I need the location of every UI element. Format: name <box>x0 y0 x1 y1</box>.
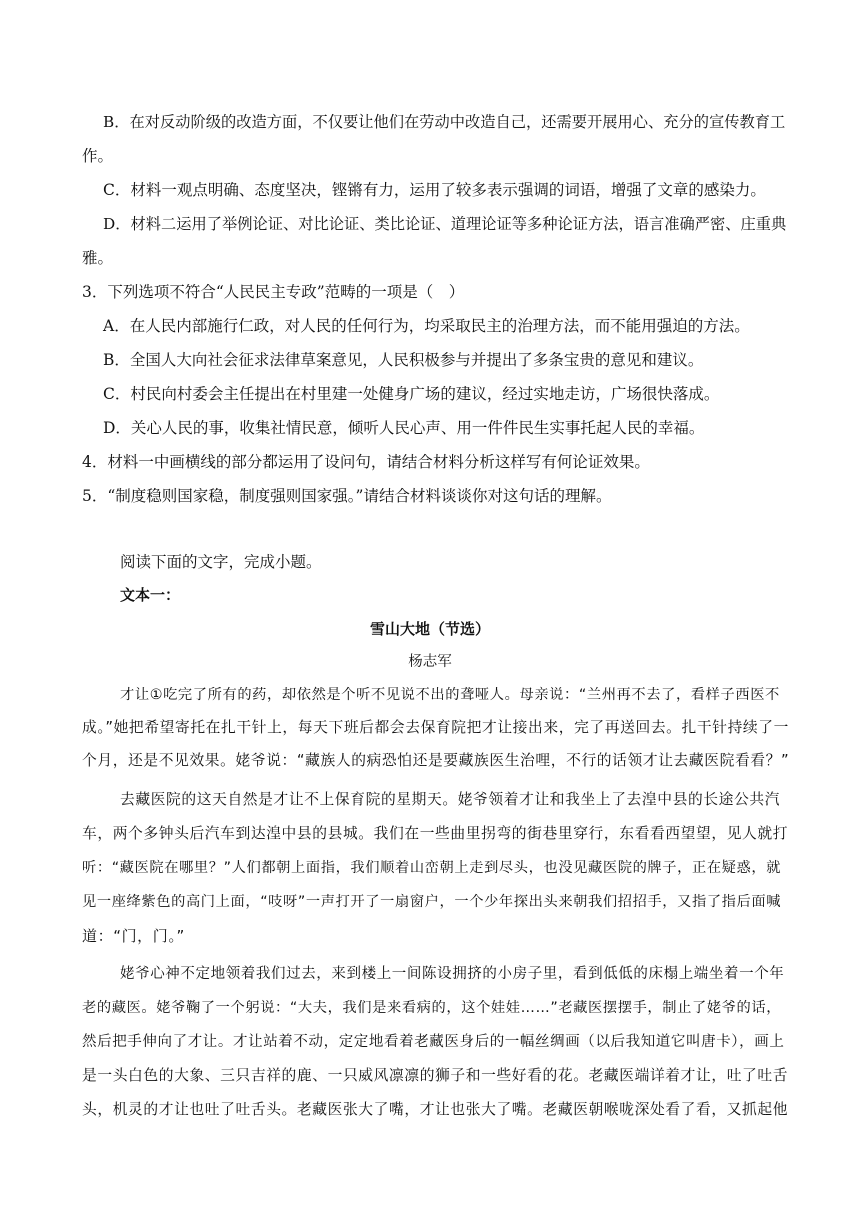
question-4: 4．材料一中画横线的部分都运用了设问句，请结合材料分析这样写有何论证效果。 <box>82 453 650 471</box>
q3-option-c: C．村民向村委会主任提出在村里建一处健身广场的建议，经过实地走访，广场很快落成。 <box>103 385 720 403</box>
question-3-stem: 3．下列选项不符合“人民民主专政”范畴的一项是（ ） <box>82 283 465 301</box>
story-line: 成。”她把希望寄托在扎干针上，每天下班后都会去保育院把才让接出来，完了再送回去。扎干针持续了一 <box>82 719 789 736</box>
option-d-line1: D．材料二运用了举例论证、对比论证、类比论证、道理论证等多种论证方法，语言准确严密、庄重典 <box>103 215 787 233</box>
q3-option-d: D．关心人民的事，收集社情民意，倾听人民心声、用一件件民生实事托起人民的幸福。 <box>103 419 705 437</box>
story-line: 老的藏医。姥爷鞠了一个躬说：“大夫，我们是来看病的，这个娃娃……”老藏医摆摆手，制止了姥爷的话， <box>82 1000 782 1016</box>
question-5: 5．“制度稳则国家稳，制度强则国家强。”请结合材料谈谈你对这句话的理解。 <box>82 487 612 505</box>
q3-option-a: A．在人民内部施行仁政，对人民的任何行为，均采取民主的治理方法，而不能用强迫的方法。 <box>103 317 750 335</box>
option-d-line2: 雅。 <box>82 249 114 267</box>
text-label: 文本一： <box>120 586 181 604</box>
q3-option-b: B．全国人大向社会征求法律草案意见，人民积极参与并提出了多条宝贵的意见和建议。 <box>103 351 704 369</box>
story-line: 车，两个多钟头后汽车到达湟中县的县城。我们在一些曲里拐弯的街巷里穿行，东看看西望望，见人就打 <box>82 825 789 842</box>
option-c: C．材料一观点明确、态度坚决，铿锵有力，运用了较多表示强调的词语，增强了文章的感染力。 <box>103 181 766 199</box>
reading-intro: 阅读下面的文字，完成小题。 <box>120 553 322 571</box>
story-line: 是一头白色的大象、三只吉祥的鹿、一只威风凛凛的狮子和一些好看的花。老藏医端详着才让，吐了吐舌 <box>82 1067 789 1084</box>
story-line: 姥爷心神不定地领着我们过去，来到楼上一间陈设拥挤的小房子里，看到低低的床榻上端坐着一个年 <box>120 966 785 982</box>
story-line: 头，机灵的才让也吐了吐舌头。老藏医张大了嘴，才让也张大了嘴。老藏医朝喉咙深处看了看，又抓起他 <box>82 1101 789 1118</box>
story-line: 然后把手伸向了才让。才让站着不动，定定地看着老藏医身后的一幅丝绸画（以后我知道它叫唐卡），画上 <box>82 1034 785 1050</box>
story-line: 听：“藏医院在哪里？”人们都朝上面指，我们顺着山峦朝上走到尽头，也没见藏医院的牌子，正在疑惑，就 <box>82 860 782 876</box>
story-title: 雪山大地（节选） <box>369 620 490 638</box>
story-line: 才让①吃完了所有的药，却依然是个听不见说不出的聋哑人。母亲说：“兰州再不去了，看样子西医不 <box>120 687 780 703</box>
story-line: 个月，还是不见效果。姥爷说：“藏族人的病恐怕还是要藏族医生治哩，不行的话领才让去藏医院看看？” <box>82 752 790 769</box>
story-line: 去藏医院的这天自然是才让不上保育院的星期天。姥爷领着才让和我坐上了去湟中县的长途公共汽 <box>120 791 781 808</box>
option-b-line1: B．在对反动阶级的改造方面，不仅要让他们在劳动中改造自己，还需要开展用心、充分的宣传教育工 <box>103 113 786 131</box>
option-b-line2: 作。 <box>82 147 114 165</box>
story-line: 道：“门，门。” <box>82 927 185 945</box>
story-line: 见一座绛紫色的高门上面，“吱呀”一声打开了一扇窗户，一个少年探出头来朝我们招招手，又指了指后面喊 <box>82 894 782 910</box>
story-author: 杨志军 <box>408 654 452 670</box>
